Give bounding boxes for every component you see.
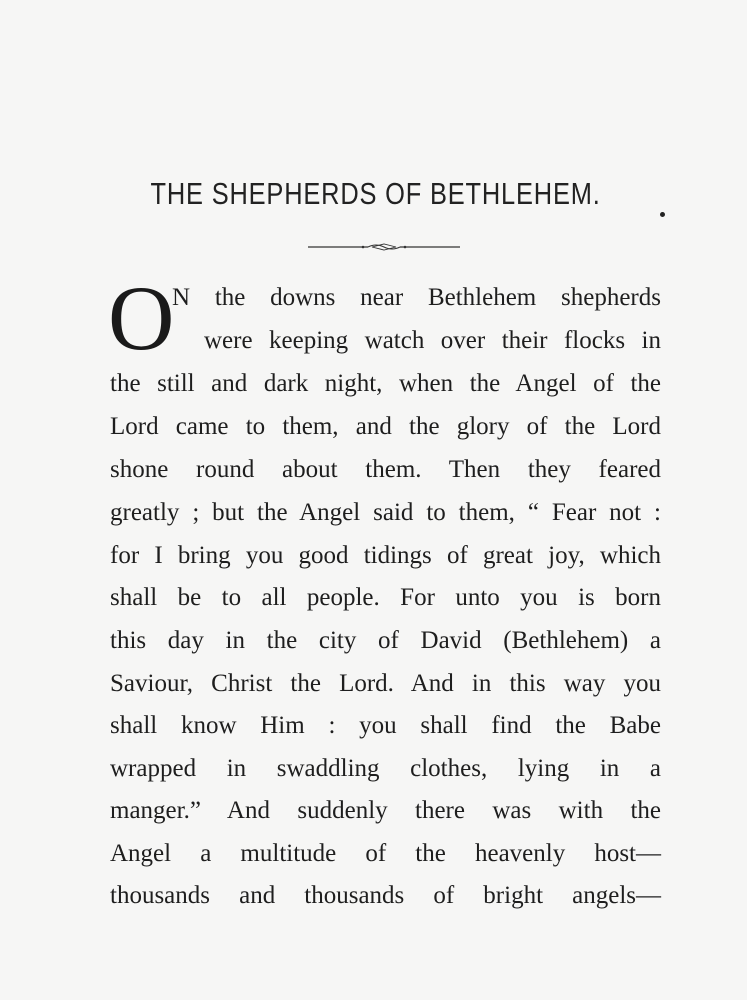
text-line-11: shall know Him : you shall find the Babe (110, 712, 661, 739)
text-line-12: wrapped in swaddling clothes, lying in a (110, 755, 661, 782)
drop-cap-letter: O (108, 267, 175, 369)
text-line-13: manger.” And suddenly there was with the (110, 797, 661, 824)
title-ornament-divider (308, 240, 460, 254)
text-line-5: shone round about them. Then they feared (110, 456, 661, 483)
chapter-title: THE SHEPHERDS OF BETHLEHEM. (150, 176, 601, 211)
text-line-10: Saviour, Christ the Lord. And in this way you (110, 670, 661, 697)
text-line-3: the still and dark night, when the Angel of the (110, 370, 661, 397)
text-line-15: thousands and thousands of bright angels— (110, 882, 661, 909)
ink-speck (660, 212, 665, 217)
text-line-14: Angel a multitude of the heavenly host— (110, 840, 661, 867)
text-line-9: this day in the city of David (Bethlehem) a (110, 627, 661, 654)
text-line-8: shall be to all people. For unto you is born (110, 584, 661, 611)
text-line-4: Lord came to them, and the glory of the Lord (110, 413, 661, 440)
text-line-6: greatly ; but the Angel said to them, “ Fear not : (110, 499, 661, 526)
text-line-7: for I bring you good tidings of great joy, which (110, 542, 661, 569)
text-line-2: were keeping watch over their flocks in (204, 327, 661, 354)
text-line-1: N the downs near Bethlehem shepherds (172, 284, 661, 311)
